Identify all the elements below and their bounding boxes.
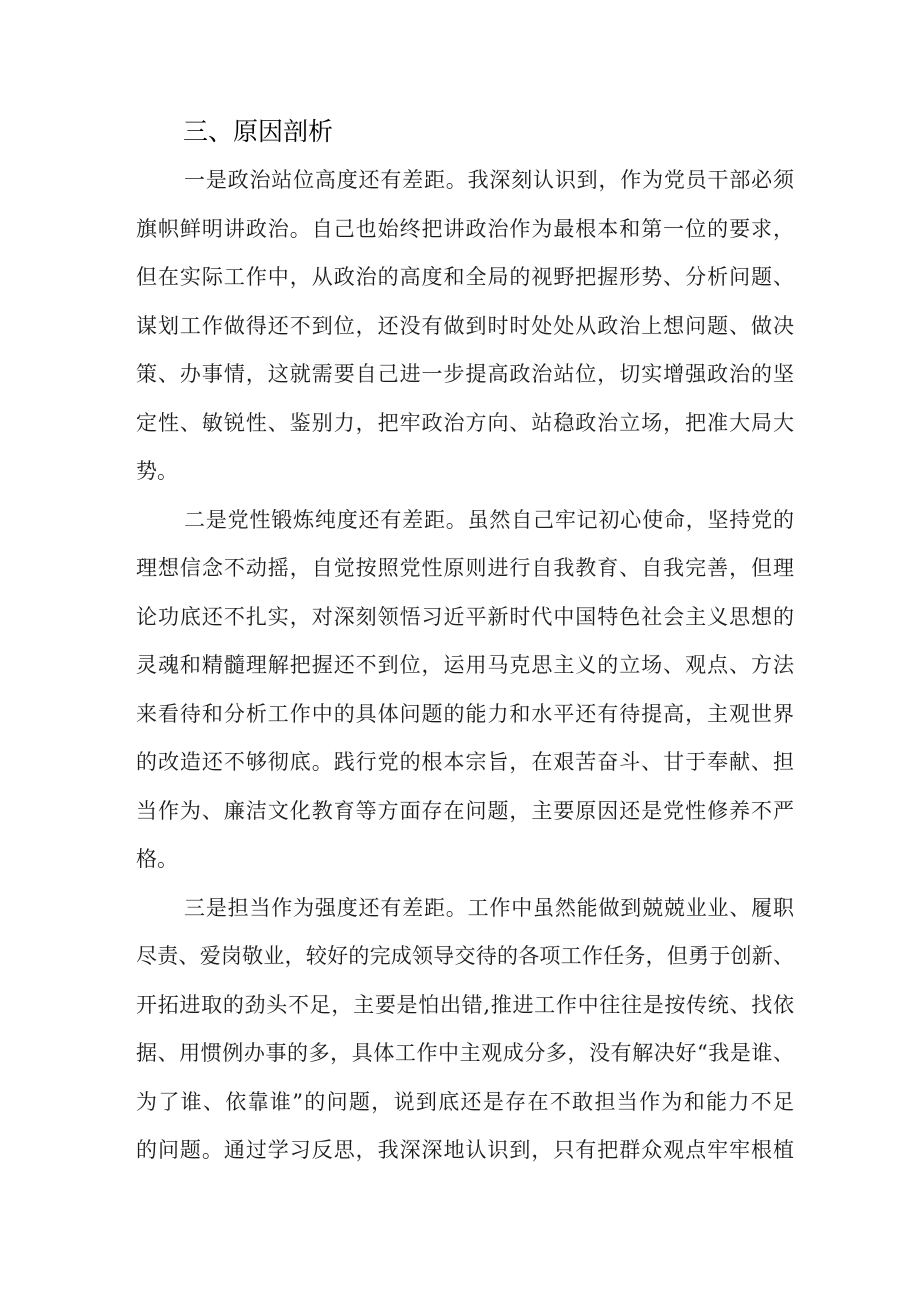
paragraph-line: 谋划工作做得还不到位，还没有做到时时处处从政治上想问题、做决 — [136, 314, 794, 338]
paragraph-line: 三是担当作为强度还有差距。工作中虽然能做到兢兢业业、履职 — [184, 896, 794, 920]
paragraph-line: 格。 — [136, 847, 178, 871]
paragraph-line: 一是政治站位高度还有差距。我深刻认识到，作为党员干部必须 — [184, 168, 794, 192]
paragraph-line: 灵魂和精髓理解把握还不到位，运用马克思主义的立场、观点、方法 — [136, 653, 794, 677]
paragraph-line: 旗帜鲜明讲政治。自己也始终把讲政治作为最根本和第一位的要求， — [136, 217, 794, 241]
paragraph-line: 为了谁、依靠谁”的问题，说到底还是存在不敢担当作为和能力不足 — [136, 1090, 794, 1114]
paragraph-line: 尽责、爱岗敬业，较好的完成领导交待的各项工作任务，但勇于创新、 — [136, 944, 794, 968]
paragraph-line: 论功底还不扎实，对深刻领悟习近平新时代中国特色社会主义思想的 — [136, 605, 794, 629]
paragraph-line: 据、用惯例办事的多，具体工作中主观成分多，没有解决好“我是谁、 — [136, 1041, 794, 1065]
paragraph-line: 但在实际工作中，从政治的高度和全局的视野把握形势、分析问题、 — [136, 265, 794, 289]
paragraph-line: 开拓进取的劲头不足，主要是怕出错,推进工作中往往是按传统、找依 — [136, 993, 794, 1017]
paragraph-line: 策、办事情，这就需要自己进一步提高政治站位，切实增强政治的坚 — [136, 362, 794, 386]
paragraph-line: 定性、敏锐性、鉴别力，把牢政治方向、站稳政治立场，把准大局大 — [136, 411, 794, 435]
paragraph-line: 二是党性锻炼纯度还有差距。虽然自己牢记初心使命，坚持党的 — [184, 508, 794, 532]
paragraph-line: 理想信念不动摇，自觉按照党性原则进行自我教育、自我完善，但理 — [136, 556, 794, 580]
paragraph-line: 当作为、廉洁文化教育等方面存在问题，主要原因还是党性修养不严 — [136, 799, 794, 823]
section-heading: 三、原因剖析 — [183, 117, 334, 146]
paragraph-line: 的改造还不够彻底。践行党的根本宗旨，在艰苦奋斗、甘于奉献、担 — [136, 750, 794, 774]
paragraph-line: 来看待和分析工作中的具体问题的能力和水平还有待提高，主观世界 — [136, 702, 794, 726]
paragraph-line: 势。 — [136, 459, 178, 483]
paragraph-line: 的问题。通过学习反思，我深深地认识到，只有把群众观点牢牢根植 — [136, 1138, 794, 1162]
